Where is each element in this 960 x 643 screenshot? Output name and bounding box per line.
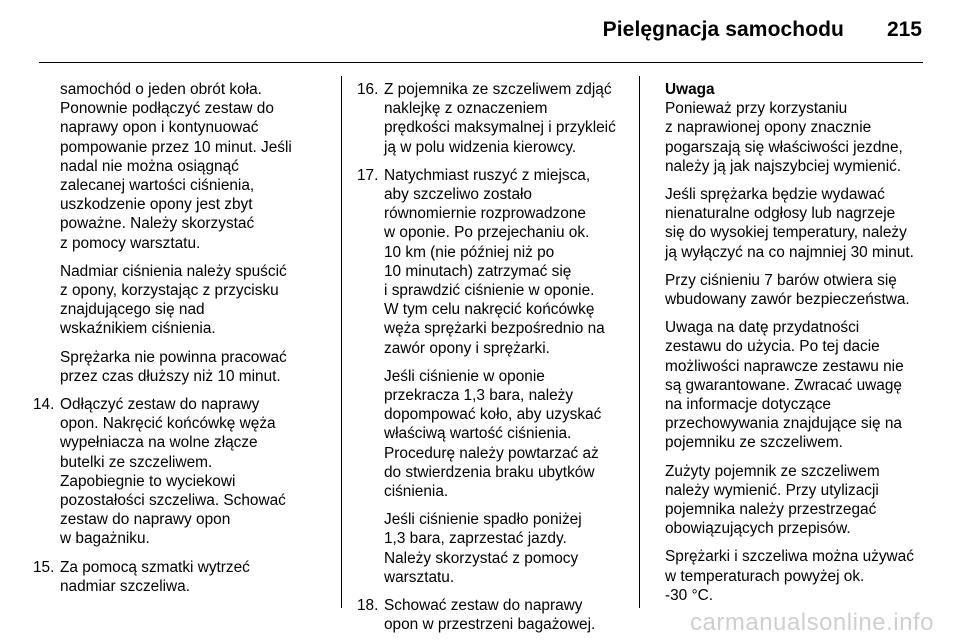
text-line: Schować zestaw do naprawy — [384, 597, 583, 615]
text-line: w oponie. Po przejechaniu ok. — [384, 224, 590, 242]
text-line: należy wymienić. Przy utylizacji — [665, 481, 879, 499]
text-line: Odłączyć zestaw do naprawy — [60, 396, 260, 414]
paragraph — [60, 348, 338, 386]
column-3 — [665, 80, 935, 605]
list-number: 17. — [357, 166, 379, 184]
list-text — [384, 510, 629, 587]
text-line: opon. Nakręcić końcówkę węża — [60, 415, 276, 433]
text-line: -30 °C. — [665, 586, 714, 604]
text-line: opon w przestrzeni bagażowej. — [384, 616, 596, 634]
column-1 — [33, 80, 338, 605]
text-line: przez czas dłuższy niż 10 minut. — [60, 367, 281, 385]
paragraph — [60, 80, 338, 253]
paragraph — [665, 318, 935, 452]
text-line: się do wysokiej temperatury, należy — [665, 224, 907, 242]
text-line: naklejkę z oznaczeniem — [384, 100, 548, 118]
text-line: w temperaturach powyżej ok. — [665, 567, 865, 585]
list-text — [384, 367, 629, 501]
text-line: aby szczeliwo zostało — [384, 186, 532, 204]
text-line: nadal nie można osiągnąć — [60, 157, 239, 175]
text-line: możliwości naprawcze zestawu nie — [665, 357, 904, 375]
text-line: zestaw do naprawy opon — [60, 511, 231, 529]
text-line: Sprężarki i szczeliwa można używać — [665, 548, 914, 566]
list-number: 16. — [357, 81, 379, 98]
text-line: W tym celu nakręcić końcówkę — [384, 301, 595, 319]
text-line: nadmiar szczeliwa. — [60, 577, 191, 595]
text-line: przechowywania znajdujące się na — [665, 415, 902, 433]
text-line: 10 km (nie później niż po — [384, 243, 555, 261]
text-line: Ponieważ przy korzystaniu — [665, 100, 848, 118]
text-line: wskaźnikiem ciśnienia. — [60, 320, 216, 338]
header-divider — [39, 62, 923, 63]
text-line: wbudowany zawór bezpieczeństwa. — [665, 291, 910, 309]
list-text — [384, 596, 629, 634]
text-line: równomiernie rozprowadzone — [384, 205, 586, 223]
text-line: Przy ciśnieniu 7 barów otwiera się — [665, 271, 897, 289]
watermark-text: carmanualsonline.info — [690, 609, 934, 636]
paragraph — [665, 462, 935, 539]
text-line: Jeśli ciśnienie spadło poniżej — [384, 511, 582, 529]
text-line: wypełniacza na wolne złącze — [60, 434, 258, 452]
note-title: Uwaga — [665, 81, 715, 98]
text-line: pojemniku ze szczeliwem. — [665, 434, 843, 452]
text-line: węża sprężarki bezpośrednio na — [384, 320, 605, 338]
text-line: pogarszają się właściwości jezdne, — [665, 138, 903, 156]
text-line: Procedurę należy powtarzać aż — [384, 444, 599, 462]
text-line: Ponownie podłączyć zestaw do — [60, 100, 274, 118]
paragraph — [665, 185, 935, 262]
list-item-16 — [357, 80, 629, 157]
text-line: Zużyty pojemnik ze szczeliwem — [665, 462, 880, 480]
page-header — [0, 0, 960, 66]
text-line: poważne. Należy skorzystać — [60, 215, 255, 233]
page-number: 215 — [886, 18, 922, 41]
paragraph — [665, 271, 935, 309]
paragraph — [665, 99, 935, 176]
text-line: butelki ze szczeliwem. — [60, 453, 213, 471]
text-line: i sprawdzić ciśnienie w oponie. — [384, 282, 595, 300]
text-line: Należy skorzystać z pomocy — [384, 549, 579, 567]
list-text — [384, 166, 629, 358]
text-line: pozostałości szczeliwa. Schować — [60, 492, 286, 510]
text-line: samochód o jeden obrót koła. — [60, 81, 262, 98]
list-item-17 — [357, 166, 629, 587]
text-line: Natychmiast ruszyć z miejsca, — [384, 166, 591, 184]
text-line: Z pojemnika ze szczeliwem zdjąć — [384, 81, 612, 98]
text-line: Sprężarka nie powinna pracować — [60, 348, 287, 366]
text-line: w bagażniku. — [60, 530, 150, 548]
text-line: z naprawionej opony znacznie — [665, 119, 872, 137]
list-text — [60, 395, 338, 549]
text-line: właściwą wartość ciśnienia. — [384, 425, 572, 443]
text-line: zawór opony i sprężarki. — [384, 339, 550, 357]
text-line: Uwaga na datę przydatności — [665, 319, 860, 337]
text-line: 10 minutach) zatrzymać się — [384, 262, 572, 280]
text-line: Nadmiar ciśnienia należy spuścić — [60, 262, 287, 280]
list-number: 14. — [33, 396, 55, 414]
page-title: Pielęgnacja samochodu — [602, 18, 844, 41]
text-line: z pomocy warsztatu. — [60, 234, 201, 252]
text-line: znajdującego się nad — [60, 301, 205, 319]
text-line: ją wyłączyć na co najmniej 30 minut. — [665, 243, 914, 261]
text-line: Jeśli ciśnienie w oponie — [384, 367, 545, 385]
text-line: naprawy opon i kontynuować — [60, 119, 259, 137]
text-line: 1,3 bara, zaprzestać jazdy. — [384, 530, 567, 548]
text-line: obowiązujących przepisów. — [665, 520, 851, 538]
text-line: ciśnienia. — [384, 483, 449, 501]
text-line: ją w polu widzenia kierowcy. — [384, 138, 577, 156]
text-line: Za pomocą szmatki wytrzeć — [60, 558, 250, 576]
paragraph — [60, 262, 338, 339]
text-line: zalecanej wartości ciśnienia, — [60, 177, 255, 195]
list-item-15 — [33, 558, 338, 596]
text-line: nienaturalne odgłosy lub nagrzeje — [665, 205, 896, 223]
text-line: uszkodzenie opony jest zbyt — [60, 196, 253, 214]
column-2 — [357, 80, 629, 643]
list-item-14 — [33, 395, 338, 549]
list-number: 15. — [33, 558, 55, 576]
text-line: do stwierdzenia braku ubytków — [384, 463, 595, 481]
column-divider-1 — [341, 76, 342, 608]
text-line: Zapobiegnie to wyciekowi — [60, 472, 236, 490]
list-text — [60, 558, 338, 596]
paragraph — [665, 547, 935, 605]
list-item-18 — [357, 596, 629, 634]
list-number: 18. — [357, 597, 379, 615]
text-line: pompowanie przez 10 minut. Jeśli — [60, 138, 292, 156]
list-text — [384, 80, 629, 157]
text-line: na informacje dotyczące — [665, 396, 831, 414]
text-line: warsztatu. — [384, 568, 455, 586]
text-line: przekracza 1,3 bara, należy — [384, 387, 574, 405]
text-line: dopompować koło, aby uzyskać — [384, 406, 602, 424]
text-line: prędkości maksymalnej i przykleić — [384, 119, 616, 137]
text-line: Jeśli sprężarka będzie wydawać — [665, 186, 885, 204]
text-line: zestawu do użycia. Po tej dacie — [665, 338, 880, 356]
text-line: należy ją jak najszybciej wymienić. — [665, 157, 902, 175]
text-line: są gwarantowane. Zwracać uwagę — [665, 376, 902, 394]
text-line: pojemnika należy przestrzegać — [665, 501, 877, 519]
column-divider-2 — [639, 76, 640, 608]
text-line: z opony, korzystając z przycisku — [60, 282, 279, 300]
